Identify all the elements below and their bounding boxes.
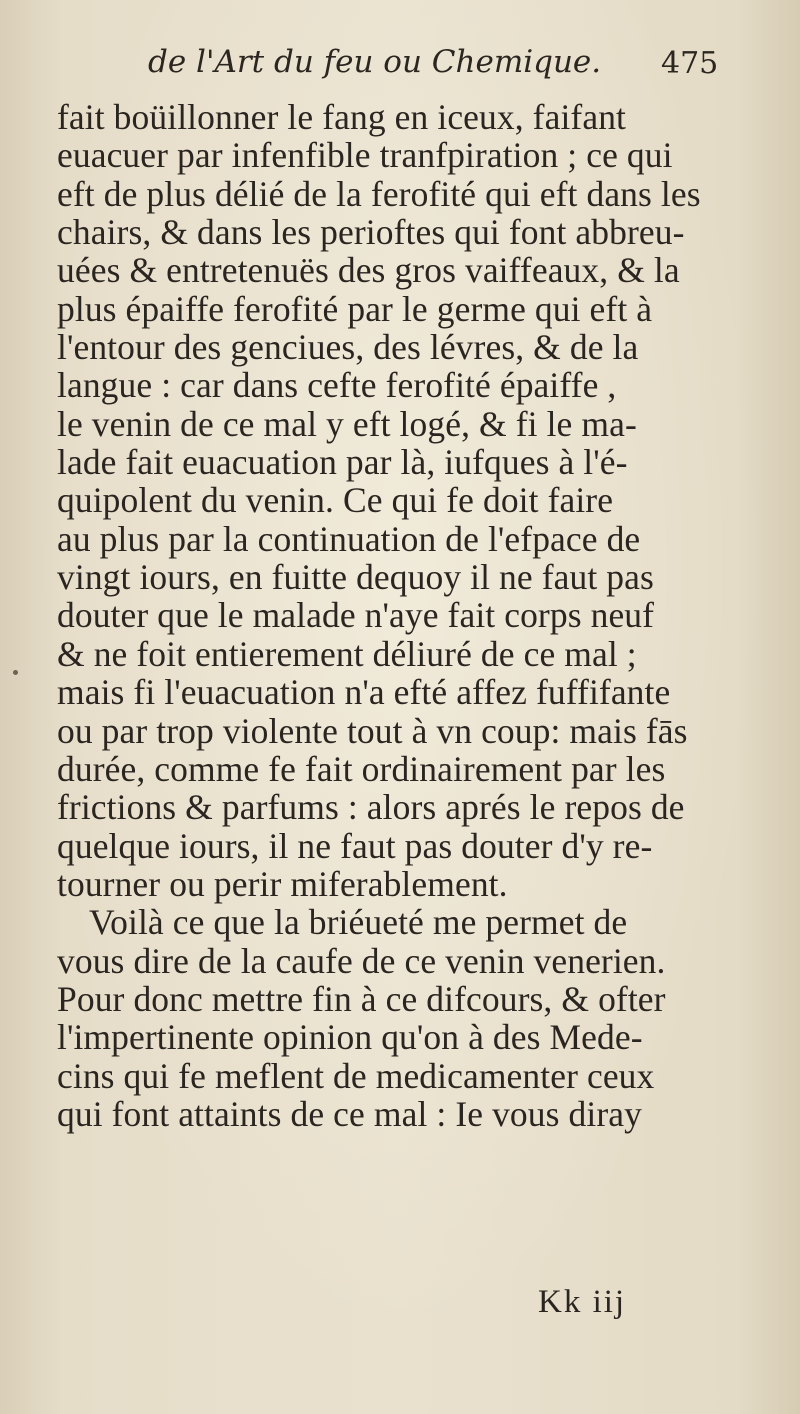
body-text xyxy=(57,98,757,1133)
text-line: durée, comme fe fait ordinairement par les xyxy=(57,748,666,789)
page-number: 475 xyxy=(661,46,719,81)
text-line: lade fait euacuation par là, iufques à l'é- xyxy=(57,442,628,483)
text-line: au plus par la continuation de l'efpace de xyxy=(57,518,641,559)
text-line: l'impertinente opinion qu'on à des Mede- xyxy=(57,1017,643,1058)
text-line: douter que le malade n'aye fait corps neuf xyxy=(57,595,655,636)
text-line: le venin de ce mal y eft logé, & fi le ma- xyxy=(57,403,637,444)
text-line: eft de plus délié de la ferofité qui eft dans les xyxy=(57,173,701,214)
text-line: qui font attaints de ce mal : Ie vous diray xyxy=(57,1093,642,1134)
text-line: tourner ou perir miferablement. xyxy=(57,863,508,904)
text-line: vingt iours, en fuitte dequoy il ne faut pas xyxy=(57,557,654,598)
text-line: ou par trop violente tout à vn coup: mais fās xyxy=(57,710,688,751)
text-line: chairs, & dans les perioftes qui font abbreu- xyxy=(57,212,685,253)
running-title: de l'Art du feu ou Chemique. xyxy=(148,44,602,80)
text-line: frictions & parfums : alors aprés le repos de xyxy=(57,787,685,828)
signature-mark: Kk iij xyxy=(538,1284,627,1320)
text-line: mais fi l'euacuation n'a efté affez fuffifante xyxy=(57,672,671,713)
page-header xyxy=(0,44,800,104)
text-line: euacuer par infenfible tranfpiration ; ce qui xyxy=(57,135,673,176)
text-line: quipolent du venin. Ce qui fe doit faire xyxy=(57,480,614,521)
text-line: cins qui fe meflent de medicamenter ceux xyxy=(57,1055,655,1096)
text-line: l'entour des genciues, des lévres, & de la xyxy=(57,327,639,368)
text-line: plus épaiffe ferofité par le germe qui eft à xyxy=(57,288,653,329)
text-line: vous dire de la caufe de ce venin venerien. xyxy=(57,940,666,981)
margin-mark xyxy=(13,670,18,675)
text-line: langue : car dans cefte ferofité épaiffe , xyxy=(57,365,617,406)
text-line: quelque iours, il ne faut pas douter d'y re- xyxy=(57,825,653,866)
paragraph-start-line: Voilà ce que la briéueté me permet de xyxy=(89,902,628,943)
text-line: Pour donc mettre fin à ce difcours, & ofter xyxy=(57,978,666,1019)
text-line: fait boüillonner le fang en iceux, faifant xyxy=(57,97,627,137)
text-line: uées & entretenuës des gros vaiffeaux, & la xyxy=(57,250,680,291)
text-line: & ne foit entierement déliuré de ce mal ; xyxy=(57,633,637,674)
